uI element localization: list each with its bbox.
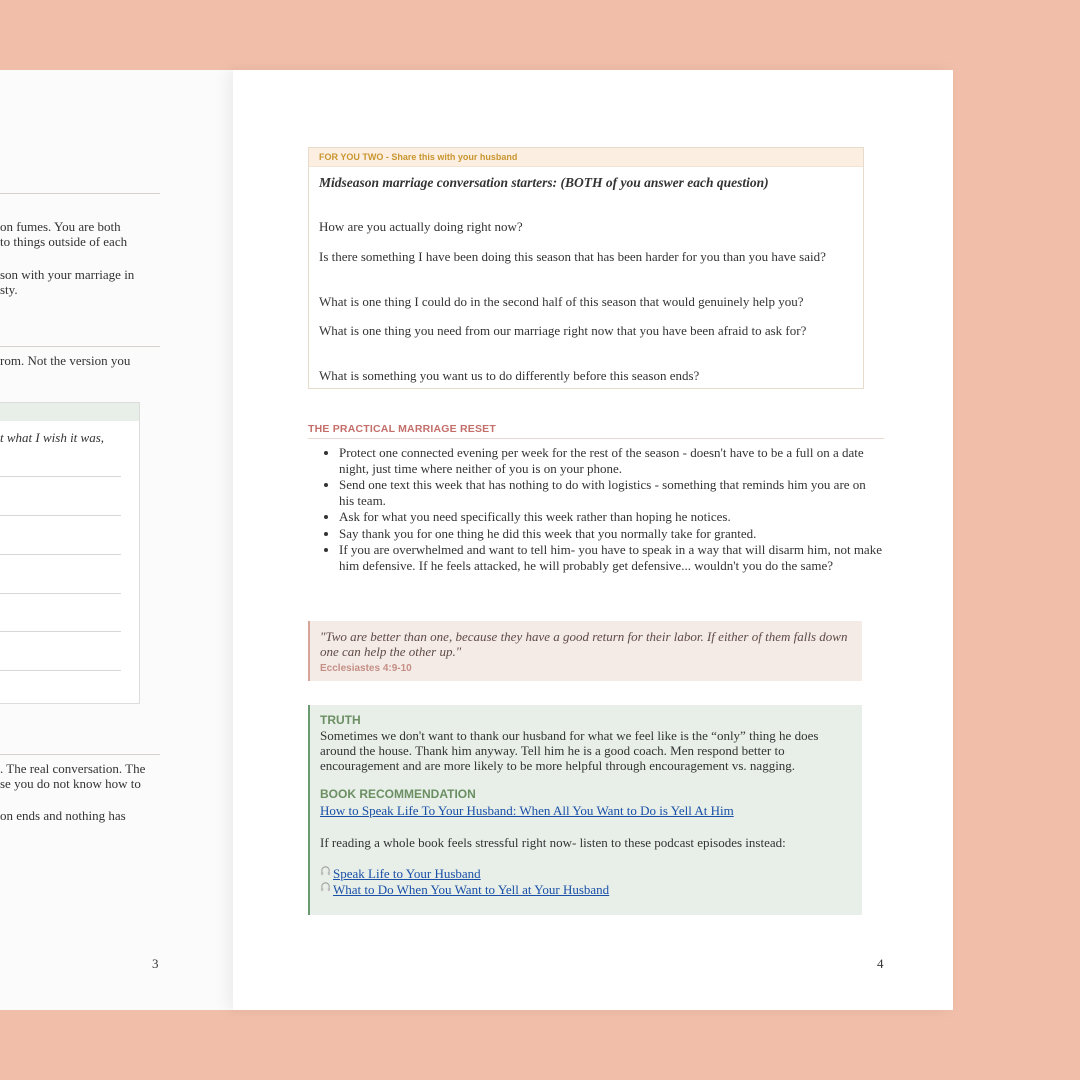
reset-list [308, 445, 884, 574]
left-page [0, 70, 233, 1010]
truth-text: Sometimes we don't want to thank our husband for what we feel like is the “only” thing he does around the house. Thank him anyway. Tell him he is a good coach. Men respond better to encouragement and are more likely to be more helpful through encouragement vs. nagging. [320, 728, 819, 773]
quote-text: "Two are better than one, because they have a good return for their labor. If either of them falls down one can help the other up." [320, 629, 848, 659]
question: What is one thing you need from our marriage right now that you have been afraid to ask for? [319, 323, 807, 338]
text-fragment: se you do not know how to [0, 776, 141, 791]
journal-box-header [0, 403, 139, 421]
question: What is something you want us to do differently before this season ends? [319, 368, 700, 383]
share-box-sub: Share this with your husband [391, 152, 518, 162]
quote-reference: Ecclesiastes 4:9-10 [320, 663, 412, 674]
list-item: • Ask for what you need specifically this week rather than hoping he notices. [339, 509, 884, 525]
share-box-label: FOR YOU TWO [319, 152, 384, 162]
journal-box [0, 402, 140, 704]
writing-line[interactable] [0, 554, 121, 555]
list-item: • Protect one connected evening per week for the rest of the season - doesn't have to be a full on a date night, just time where neither of you is on your phone. [339, 445, 884, 476]
right-page [233, 70, 953, 1010]
podcast-link[interactable]: What to Do When You Want to Yell at Your Husband [333, 881, 610, 897]
text-fragment: rom. Not the version you [0, 353, 131, 368]
share-box-header [309, 148, 863, 167]
podcast-link[interactable]: Speak Life to Your Husband [333, 865, 481, 881]
question: How are you actually doing right now? [319, 219, 523, 234]
page-number: 3 [152, 956, 159, 971]
share-box [308, 147, 864, 389]
text-fragment: on fumes. You are both [0, 219, 121, 234]
text-fragment: . The real conversation. The [0, 761, 146, 776]
question: Is there something I have been doing this season that has been harder for you than you have said? [319, 249, 826, 264]
writing-line[interactable] [0, 631, 121, 632]
writing-line[interactable] [0, 476, 121, 477]
page-number: 4 [877, 956, 884, 971]
share-box-separator: - [383, 152, 392, 162]
book-heading: BOOK RECOMMENDATION [320, 787, 476, 801]
text-fragment: on ends and nothing has [0, 808, 126, 823]
book-link[interactable]: How to Speak Life To Your Husband: When All You Want to Do is Yell At Him [320, 803, 734, 818]
writing-line[interactable] [0, 593, 121, 594]
list-item: • Send one text this week that has nothing to do with logistics - something that reminds him you are on his team. [339, 477, 884, 508]
divider [308, 438, 884, 439]
divider [0, 346, 160, 347]
truth-box [308, 705, 862, 915]
podcast-item [320, 865, 852, 881]
headphones-icon [320, 865, 333, 881]
podcast-intro: If reading a whole book feels stressful right now- listen to these podcast episodes instead: [320, 835, 786, 850]
podcast-item [320, 881, 852, 897]
text-fragment: to things outside of each [0, 234, 128, 249]
writing-line[interactable] [0, 670, 121, 671]
scripture-quote-box [308, 621, 862, 681]
truth-heading: TRUTH [320, 713, 361, 727]
question: What is one thing I could do in the second half of this season that would genuinely help you? [319, 294, 804, 309]
text-fragment: sty. [0, 282, 18, 297]
reset-title: THE PRACTICAL MARRIAGE RESET [308, 423, 496, 435]
list-item: • Say thank you for one thing he did this week that you normally take for granted. [339, 526, 884, 542]
list-item: • If you are overwhelmed and want to tell him- you have to speak in a way that will disarm him, not make him defensive. If he feels attacked, he will probably get defensive... wouldn't you do the same? [339, 542, 884, 573]
text-fragment: son with your marriage in [0, 267, 135, 282]
journal-prompt: t what I wish it was, [0, 430, 105, 445]
share-box-title: Midseason marriage conversation starters: (BOTH of you answer each question) [319, 175, 769, 190]
writing-line[interactable] [0, 515, 121, 516]
divider [0, 754, 160, 755]
divider [0, 193, 160, 194]
headphones-icon [320, 881, 333, 897]
